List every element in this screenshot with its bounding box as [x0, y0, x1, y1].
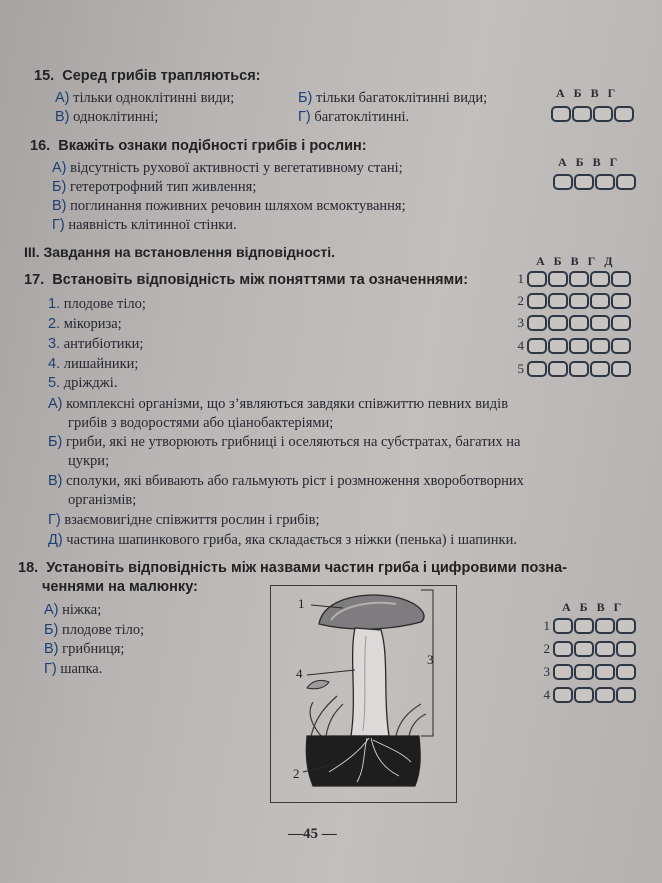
q17-def-b-line1: Б) гриби, які не утворюють грибниці і оселяються на субстратах, багатих на	[48, 434, 521, 450]
answer-box[interactable]	[611, 293, 631, 309]
q15-option-a: А) тільки одноклітинні види;	[55, 90, 235, 106]
q16-option-d: Г) наявність клітинної стінки.	[52, 217, 237, 233]
answer-box[interactable]	[527, 293, 547, 309]
q17-item-3: 3. антибіотики;	[48, 336, 144, 352]
answer-box[interactable]	[553, 174, 573, 190]
row-label: 1	[517, 271, 524, 286]
figure-label-3: 3	[427, 652, 434, 667]
question-number: 16.	[30, 138, 51, 154]
q17-grid-header: А Б В Г Д	[536, 254, 616, 268]
answer-box[interactable]	[548, 338, 568, 354]
question-15-title	[34, 68, 261, 84]
leaf	[307, 680, 329, 688]
q18-option-a: А) ніжка;	[44, 602, 102, 618]
answer-box[interactable]	[611, 315, 631, 331]
answer-box[interactable]	[527, 361, 547, 377]
answer-box[interactable]	[590, 338, 610, 354]
answer-box[interactable]	[574, 664, 594, 680]
row-label: 4	[543, 687, 550, 702]
answer-box[interactable]	[595, 174, 615, 190]
question-number: 17.	[24, 272, 45, 288]
answer-box[interactable]	[590, 315, 610, 331]
q15-option-d: Г) багатоклітинні.	[298, 109, 410, 125]
q17-def-b-line2: цукри;	[68, 453, 110, 469]
q18-option-d: Г) шапка.	[44, 661, 103, 677]
answer-row[interactable]	[538, 687, 637, 703]
q17-def-c-line2: організмів;	[68, 492, 137, 508]
answer-box[interactable]	[616, 664, 636, 680]
question-number: 18.	[18, 560, 39, 576]
answer-box[interactable]	[590, 361, 610, 377]
figure-label-4: 4	[296, 666, 303, 681]
answer-box[interactable]	[572, 106, 592, 122]
answer-box[interactable]	[595, 618, 615, 634]
answer-row[interactable]	[512, 271, 632, 287]
mushroom-stem	[351, 628, 389, 736]
question-text: Встановіть відповідність між поняттями та означеннями:	[52, 272, 469, 288]
answer-box[interactable]	[569, 361, 589, 377]
q15-option-c: В) одноклітинні;	[55, 109, 159, 125]
q16-option-a: А) відсутність рухової активності у вегетативному стані;	[52, 160, 403, 176]
q17-def-e: Д) частина шапинкового гриба, яка складається з ніжки (пенька) і шапинки.	[48, 532, 517, 548]
row-label: 1	[543, 618, 550, 633]
q17-item-4: 4. лишайники;	[48, 356, 139, 372]
answer-box[interactable]	[595, 641, 615, 657]
figure-label-1: 1	[298, 596, 305, 611]
answer-box[interactable]	[548, 271, 568, 287]
answer-row[interactable]	[512, 315, 632, 331]
answer-box[interactable]	[548, 361, 568, 377]
answer-box[interactable]	[616, 687, 636, 703]
q18-grid-header: А Б В Г	[562, 600, 625, 614]
answer-row[interactable]	[512, 293, 632, 309]
answer-box[interactable]	[569, 315, 589, 331]
leader-4	[307, 670, 355, 675]
question-text: Вкажіть ознаки подібності грибів і рослин:	[58, 138, 367, 154]
question-16-title	[30, 138, 367, 154]
q16-option-b: Б) гетеротрофний тип живлення;	[52, 179, 257, 195]
q17-def-a-line1: А) комплексні організми, що з’являються завдяки співжиттю певних видів	[48, 396, 509, 412]
answer-box[interactable]	[614, 106, 634, 122]
q17-def-d: Г) взаємовигідне співжиття рослин і грибів;	[48, 512, 320, 528]
row-label: 2	[517, 293, 524, 308]
answer-box[interactable]	[574, 641, 594, 657]
answer-box[interactable]	[527, 315, 547, 331]
q17-item-5: 5. дріжджі.	[48, 375, 118, 391]
answer-box[interactable]	[527, 271, 547, 287]
mushroom-figure	[270, 585, 457, 803]
mushroom-illustration	[271, 586, 455, 801]
answer-row[interactable]	[538, 618, 637, 634]
answer-box[interactable]	[553, 687, 573, 703]
q16-option-c: В) поглинання поживних речовин шляхом всмоктування;	[52, 198, 406, 214]
q17-def-c-line1: В) сполуки, які вбивають або гальмують ріст і розмноження хвороботворних	[48, 473, 524, 489]
q15-option-b: Б) тільки багатоклітинні види;	[298, 90, 488, 106]
answer-box[interactable]	[548, 315, 568, 331]
answer-box[interactable]	[590, 293, 610, 309]
answer-box[interactable]	[553, 618, 573, 634]
question-17-title	[24, 272, 468, 288]
answer-box[interactable]	[611, 338, 631, 354]
question-text: Серед грибів трапляються:	[62, 68, 261, 84]
answer-row[interactable]	[538, 641, 637, 657]
q17-item-2: 2. мікориза;	[48, 316, 122, 332]
question-18-title-line1	[18, 560, 567, 576]
section-heading: III. Завдання на встановлення відповідності.	[24, 244, 335, 260]
page-number: —45 —	[288, 826, 337, 842]
q17-def-a-line2: грибів з водоростями або ціанобактеріями;	[68, 415, 334, 431]
answer-box[interactable]	[569, 338, 589, 354]
row-label: 3	[517, 315, 524, 330]
answer-box[interactable]	[551, 106, 571, 122]
question-number: 15.	[34, 68, 55, 84]
answer-box[interactable]	[611, 361, 631, 377]
answer-box[interactable]	[527, 338, 547, 354]
q17-item-1: 1. плодове тіло;	[48, 296, 146, 312]
question-18-title-line2: ченнями на малюнку:	[42, 579, 198, 595]
mushroom-cap	[319, 595, 424, 629]
answer-box[interactable]	[611, 271, 631, 287]
q18-option-c: В) грибниця;	[44, 641, 125, 657]
q15-grid-header: А Б В Г	[556, 86, 619, 100]
answer-box[interactable]	[553, 641, 573, 657]
q18-option-b: Б) плодове тіло;	[44, 622, 145, 638]
answer-box[interactable]	[595, 687, 615, 703]
answer-box[interactable]	[569, 293, 589, 309]
answer-box[interactable]	[569, 271, 589, 287]
row-label: 4	[517, 338, 524, 353]
answer-row[interactable]	[512, 361, 632, 377]
row-label: 3	[543, 664, 550, 679]
q15-answer-grid[interactable]	[551, 106, 635, 122]
q16-answer-grid[interactable]	[553, 174, 637, 190]
answer-box[interactable]	[595, 664, 615, 680]
answer-box[interactable]	[574, 174, 594, 190]
answer-box[interactable]	[553, 664, 573, 680]
row-label: 2	[543, 641, 550, 656]
row-label: 5	[517, 361, 524, 376]
answer-box[interactable]	[616, 618, 636, 634]
answer-box[interactable]	[590, 271, 610, 287]
answer-row[interactable]	[538, 664, 637, 680]
question-text: Установіть відповідність між назвами частин гриба і цифровими позна-	[46, 560, 567, 576]
answer-box[interactable]	[574, 687, 594, 703]
answer-box[interactable]	[548, 293, 568, 309]
q16-grid-header: А Б В Г	[558, 155, 621, 169]
answer-box[interactable]	[616, 641, 636, 657]
answer-box[interactable]	[574, 618, 594, 634]
answer-row[interactable]	[512, 338, 632, 354]
answer-box[interactable]	[616, 174, 636, 190]
figure-label-2: 2	[293, 766, 300, 781]
answer-box[interactable]	[593, 106, 613, 122]
